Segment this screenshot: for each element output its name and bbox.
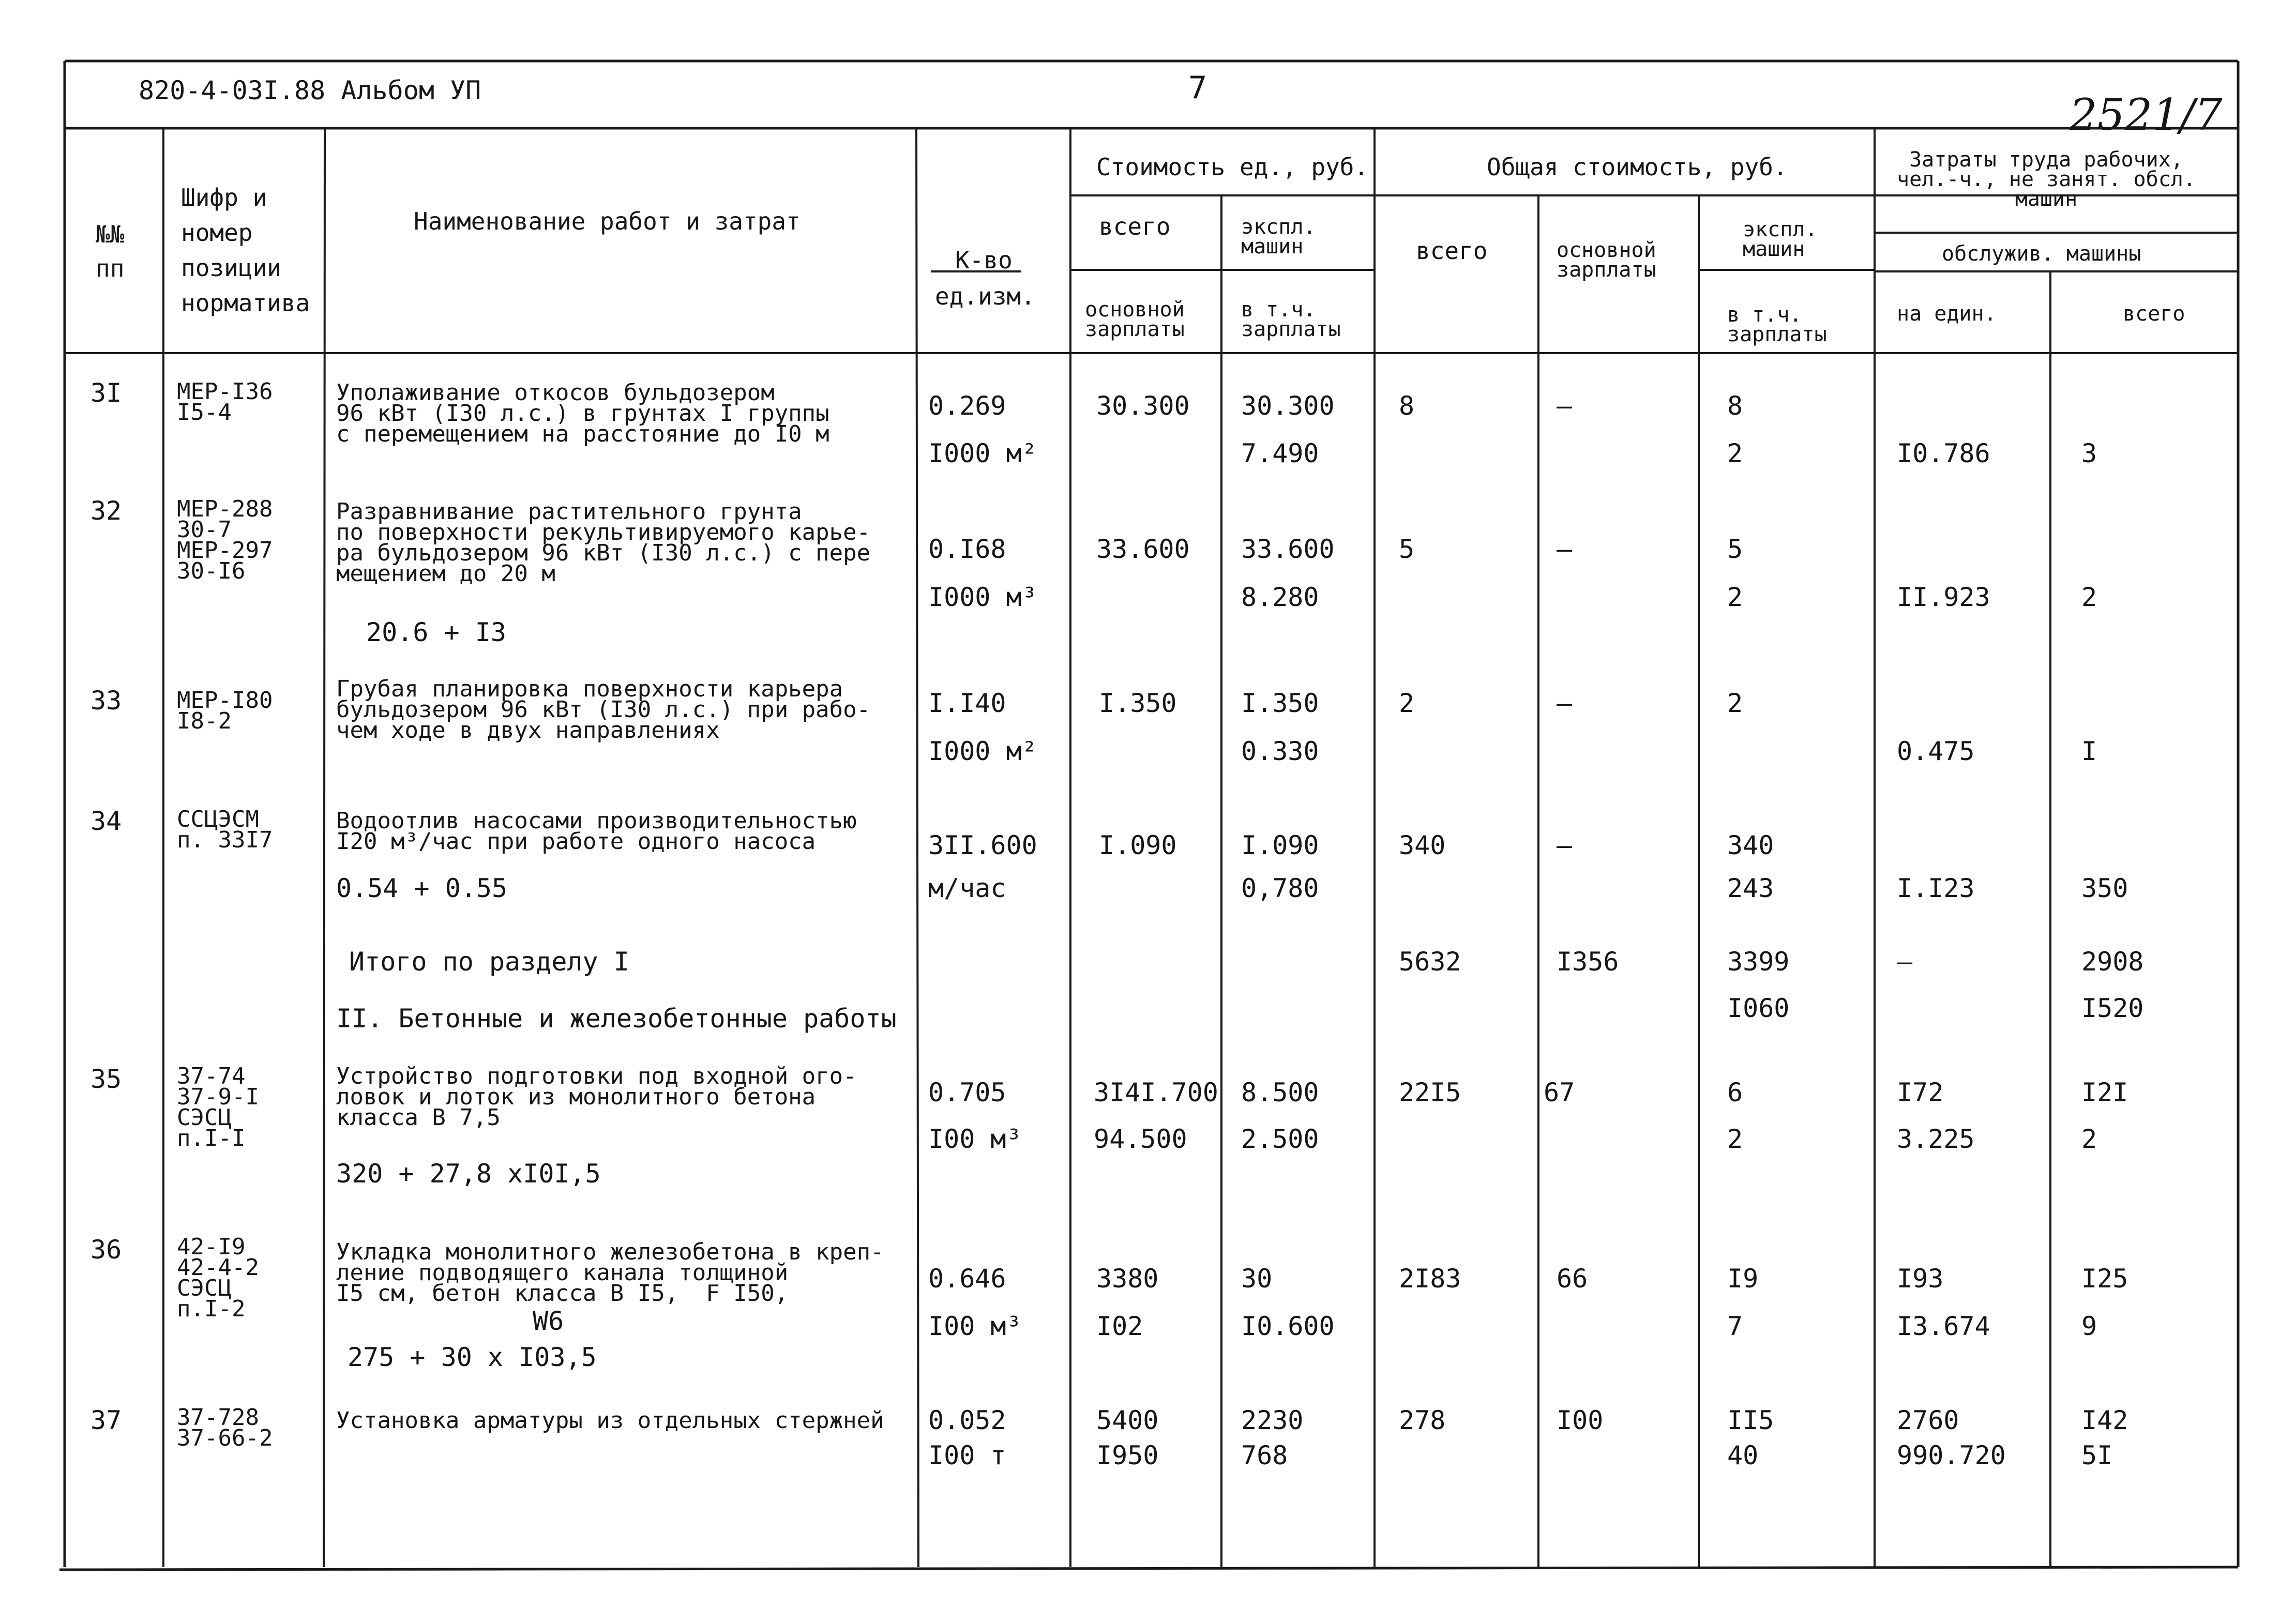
row-total-machines: II5 [1727,1405,1774,1435]
row-total-machines: I9 [1727,1264,1759,1294]
row-unit-machines: 33.600 [1241,534,1335,564]
row-total: 278 [1399,1405,1446,1435]
row-total-machines: 2 [1727,688,1743,718]
row-calc: 320 + 27,8 хI0I,5 [336,1159,601,1189]
row-number: 35 [90,1064,122,1094]
row-name: Разравнивание растительного грунта по поверхности рекультивируемого карье- ра бульдозером 96 кВт (I30 л.с.) с пере мещением до 20 м [336,498,871,587]
row-code: МЕР-I80 I8-2 [177,687,273,734]
row-unit-machines: 30 [1241,1264,1273,1294]
col-unit-total: всего [1099,213,1171,240]
row-number: 34 [90,806,122,836]
row-code: 42-I9 42-4-2 СЭСЦ п.I-2 [177,1234,259,1322]
row-labor-total: 350 [2081,873,2128,903]
row-unit: м/час [928,873,1006,903]
row-name-extra: W6 [533,1306,564,1336]
col-total-incl-wages: в т.ч. зарплаты [1727,303,1827,346]
col-unit: ед.изм. [935,282,1035,310]
row-total-incl: 243 [1727,873,1774,903]
row-total: 340 [1399,830,1446,860]
row-unit: I000 м³ [928,582,1037,612]
row-unit-incl: 7.490 [1241,438,1319,468]
row-unit-incl: I0.600 [1241,1311,1335,1341]
row-labor-total: 3 [2081,438,2097,468]
row-calc: 0.54 + 0.55 [336,873,508,903]
col-unit-machines: экспл. машин [1241,215,1316,259]
row-total-incl: 40 [1727,1440,1759,1470]
album-title: 820-4-03I.88 Альбом УП [139,75,481,105]
row-unit-wages: I02 [1096,1311,1143,1341]
col-code: Шифр и номер позиции норматива [181,184,310,317]
col-labor-per-unit: на един. [1897,302,1997,326]
row-labor-unit-2: 990.720 [1897,1440,2006,1470]
col-unit-cost: Стоимость ед., руб. [1096,153,1369,181]
col-total-cost: Общая стоимость, руб. [1487,153,1788,181]
row-unit-incl: 8.280 [1241,582,1319,612]
row-qty: I.I40 [928,688,1006,718]
row-unit-total: 3I4I.700 [1094,1077,1218,1107]
subtotal-labor-total-2: I520 [2081,993,2144,1023]
row-labor-unit: 0.475 [1897,736,1975,766]
row-labor-total: 2 [2081,582,2097,612]
subtotal-label: Итого по разделу I [349,947,629,977]
row-labor-total-2: 9 [2081,1311,2097,1341]
row-labor-unit: I72 [1897,1077,1944,1107]
row-number: 32 [90,496,122,526]
col-total-all: всего [1416,237,1488,265]
row-name: Уполаживание откосов бульдозером 96 кВт (I30 л.с.) в грунтах I группы с перемещением на расстояние до I0 м [336,380,829,447]
archive-stamp: 2521/7 [2070,89,2223,140]
subtotal-labor-unit: – [1897,947,1913,977]
row-unit-machines: I.350 [1241,688,1319,718]
col-unit-incl-wages: в т.ч. зарплаты [1241,298,1341,341]
row-total-machines: 340 [1727,830,1774,860]
row-unit-machines: 30.300 [1241,391,1335,421]
row-unit: I00 м³ [928,1124,1022,1154]
row-unit-total: I.350 [1099,688,1177,718]
row-total: 2I83 [1399,1264,1461,1294]
row-qty: 0.I68 [928,534,1006,564]
row-name: Водоотлив насосами производительностью I20 м³/час при работе одного насоса [336,808,857,855]
subtotal-wages: I356 [1557,947,1619,977]
row-qty: 0.269 [928,391,1006,421]
col-total-machines: экспл. машин [1743,218,1818,261]
row-unit-incl: 2.500 [1241,1124,1319,1154]
subtotal-total: 5632 [1399,947,1461,977]
row-labor-unit-2: I3.674 [1897,1311,1990,1341]
row-total-wages: 66 [1557,1264,1588,1294]
row-total-incl: 2 [1727,1124,1743,1154]
row-unit-wages: 94.500 [1094,1124,1187,1154]
row-calc: 20.6 + I3 [366,617,506,647]
row-total-wages: 67 [1544,1077,1575,1107]
col-qty: К-во [955,246,1013,274]
row-qty: 0.705 [928,1077,1006,1107]
col-number: №№ пп [96,220,125,282]
row-labor-total: I [2081,736,2097,766]
row-unit: I00 т [928,1440,1006,1470]
row-unit-incl: 0,780 [1241,873,1319,903]
row-total-wages: – [1557,830,1573,860]
page-number: 7 [1188,70,1207,106]
row-unit-machines: 8.500 [1241,1077,1319,1107]
col-labor-service: обслужив. машины [1942,242,2141,266]
section-title: II. Бетонные и железобетонные работы [336,1004,897,1034]
row-labor-unit: I93 [1897,1264,1944,1294]
row-qty: 0.052 [928,1405,1006,1435]
row-code: МЕР-288 30-7 МЕР-297 30-I6 [177,496,273,584]
row-code: 37-74 37-9-I СЭСЦ п.I-I [177,1063,259,1151]
row-unit-total: 3380 [1096,1264,1159,1294]
row-total-wages: I00 [1557,1405,1604,1435]
row-total-wages: – [1557,688,1573,718]
row-labor-unit: I.I23 [1897,873,1975,903]
row-labor-total-2: 5I [2081,1440,2113,1470]
row-labor-unit: I0.786 [1897,438,1990,468]
col-unit-wages: основной зарплаты [1085,298,1185,341]
row-unit-total: 33.600 [1096,534,1190,564]
row-unit: I00 м³ [928,1311,1022,1341]
row-labor-total: I25 [2081,1264,2128,1294]
subtotal-machines: 3399 [1727,947,1790,977]
row-unit-machines: I.090 [1241,830,1319,860]
row-unit-total: 5400 [1096,1405,1159,1435]
row-total-machines: 8 [1727,391,1743,421]
row-number: 36 [90,1235,122,1265]
row-labor-total: I42 [2081,1405,2128,1435]
subtotal-labor-total: 2908 [2081,947,2144,977]
row-total: 2 [1399,688,1415,718]
row-labor-total-2: 2 [2081,1124,2097,1154]
row-number: 37 [90,1405,122,1435]
row-calc: 275 + 30 х I03,5 [348,1342,597,1372]
row-total-incl: 2 [1727,438,1743,468]
row-unit-total: 30.300 [1096,391,1190,421]
row-qty: 0.646 [928,1264,1006,1294]
subtotal-incl: I060 [1727,993,1790,1023]
row-code: МЕР-I36 I5-4 [177,378,273,426]
row-number: 33 [90,686,122,716]
row-total: 22I5 [1399,1077,1461,1107]
row-unit: I000 м² [928,438,1037,468]
row-total-incl: 2 [1727,582,1743,612]
col-total-wages: основной зарплаты [1557,238,1656,282]
row-code: 37-728 37-66-2 [177,1404,273,1451]
row-code: ССЦЭСМ п. 33I7 [177,806,273,853]
col-labor-total: всего [2123,302,2185,326]
row-unit-wages: I950 [1096,1440,1159,1470]
row-total: 5 [1399,534,1415,564]
row-total-incl: 7 [1727,1311,1743,1341]
row-number: 3I [90,378,122,408]
row-unit: I000 м² [928,736,1037,766]
col-name: Наименование работ и затрат [414,207,801,235]
row-labor-unit: II.923 [1897,582,1990,612]
row-name: Укладка монолитного железобетона в креп- ление подводящего канала толщиной I5 см, бетон класса В I5, F I50, [336,1239,884,1307]
row-name: Установка арматуры из отдельных стержней [336,1407,884,1434]
row-name: Грубая планировка поверхности карьера бульдозером 96 кВт (I30 л.с.) при рабо- чем ходе в двух направлениях [336,676,871,743]
row-total: 8 [1399,391,1415,421]
row-unit-total: I.090 [1099,830,1177,860]
row-labor-unit-2: 3.225 [1897,1124,1975,1154]
row-unit-machines: 2230 [1241,1405,1304,1435]
row-unit-incl: 768 [1241,1440,1288,1470]
row-labor-total: I2I [2081,1077,2128,1107]
row-labor-unit: 2760 [1897,1405,1959,1435]
col-labor: Затраты труда рабочих, чел.-ч., не занят. обсл. машин [1897,148,2196,211]
row-qty: 3II.600 [928,830,1037,860]
row-total-machines: 5 [1727,534,1743,564]
row-total-machines: 6 [1727,1077,1743,1107]
row-total-wages: – [1557,534,1573,564]
row-unit-incl: 0.330 [1241,736,1319,766]
row-name: Устройство подготовки под входной ого- ловок и лоток из монолитного бетона класса В 7,5 [336,1063,857,1131]
row-total-wages: – [1557,391,1573,421]
